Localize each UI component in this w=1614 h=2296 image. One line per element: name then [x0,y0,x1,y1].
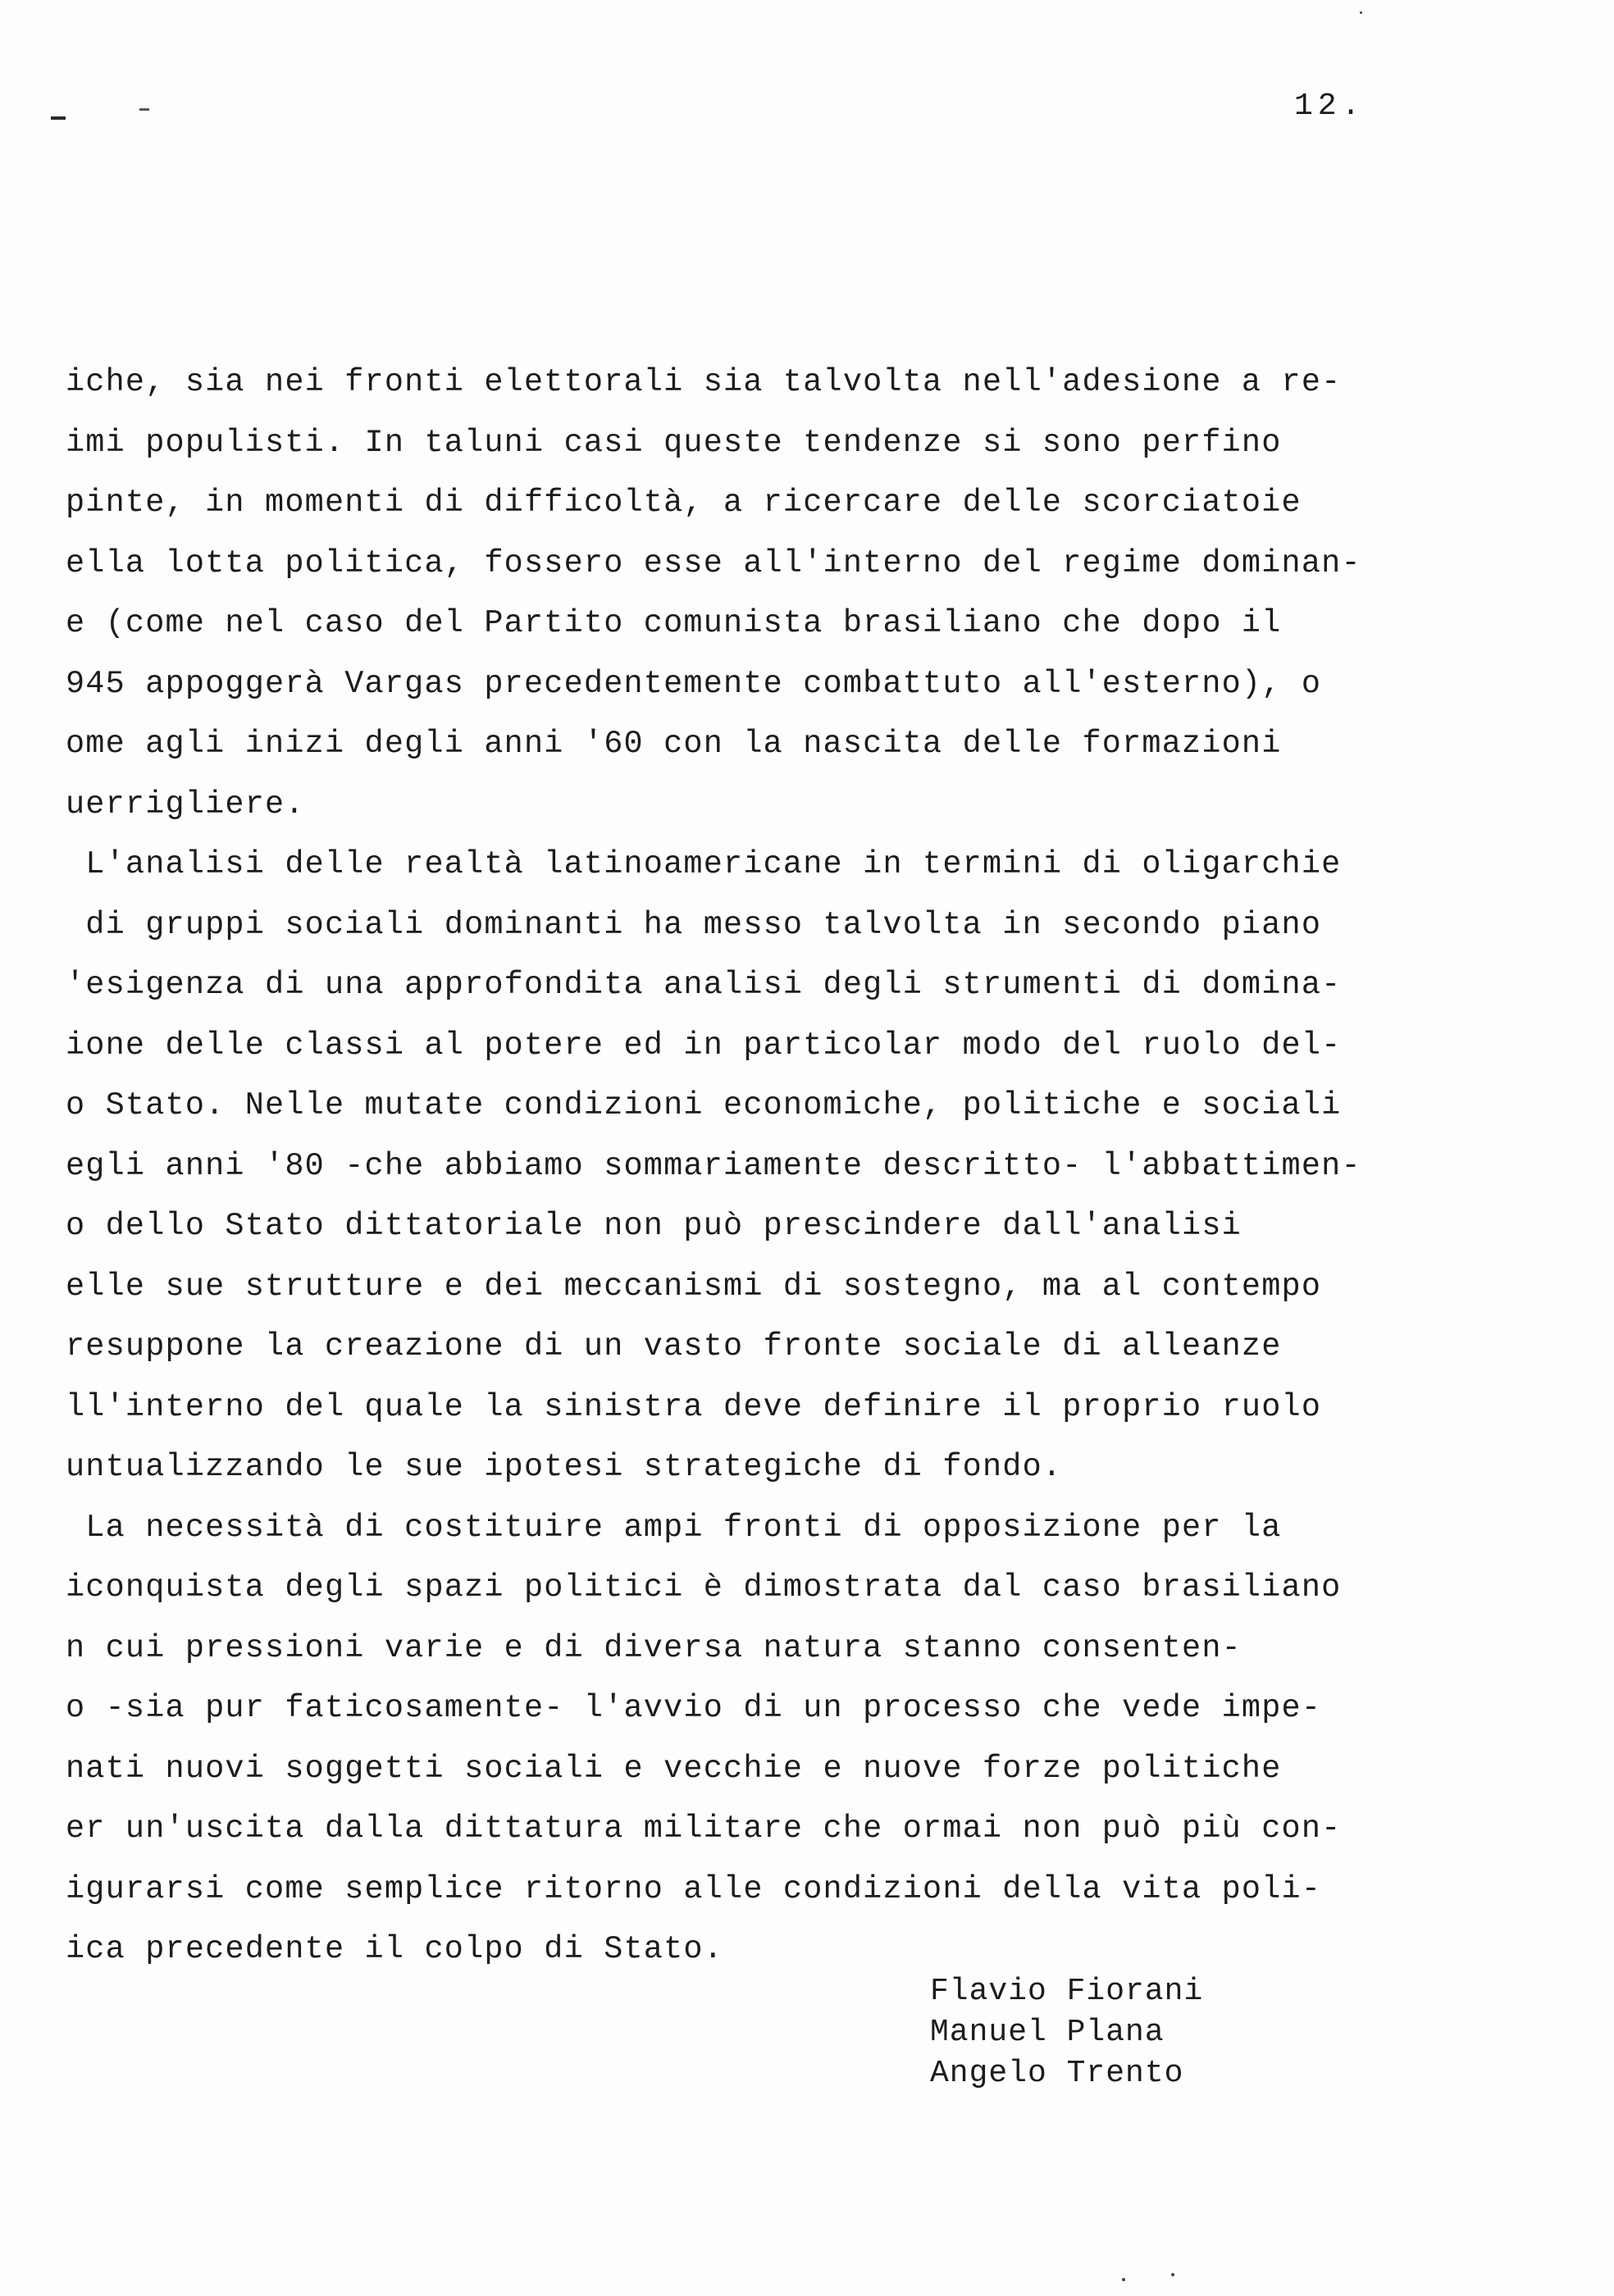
text-line: iconquista degli spazi politici è dimostrata dal caso brasiliano [66,1569,1342,1606]
text-line: egli anni '80 -che abbiamo sommariamente descritto- l'abbattimen- [66,1147,1361,1184]
text-line: imi populisti. In taluni casi queste tendenze si sono perfino [66,424,1282,461]
text-line: 945 appoggerà Vargas precedentemente combattuto all'esterno), o [66,665,1322,702]
text-line: elle sue strutture e dei meccanismi di sostegno, ma al contempo [66,1268,1322,1305]
text-line: untualizzando le sue ipotesi strategiche di fondo. [66,1449,1063,1485]
text-line: nati nuovi soggetti sociali e vecchie e nuove forze politiche [66,1750,1282,1787]
author-name: Angelo Trento [930,2056,1184,2091]
text-line: ica precedente il colpo di Stato. [66,1931,724,1967]
margin-mark [51,116,66,120]
text-line: di gruppi sociali dominanti ha messo talvolta in secondo piano [66,906,1322,943]
text-line: ome agli inizi degli anni '60 con la nascita delle formazioni [66,726,1282,762]
text-line: igurarsi come semplice ritorno alle condizioni della vita poli- [66,1870,1322,1907]
text-line: resuppone la creazione di un vasto fronte sociale di alleanze [66,1328,1282,1364]
text-line: uerrigliere. [66,786,305,822]
scan-speck [1360,11,1362,14]
text-line: ll'interno del quale la sinistra deve definire il proprio ruolo [66,1388,1322,1425]
page-number: 12. [1294,89,1366,124]
text-line: iche, sia nei fronti elettorali sia talvolta nell'adesione a re- [66,364,1342,400]
text-line: o Stato. Nelle mutate condizioni economiche, politiche e sociali [66,1087,1342,1123]
author-name: Flavio Fiorani [930,1974,1204,2009]
text-line: pinte, in momenti di difficoltà, a ricercare delle scorciatoie [66,485,1302,521]
text-line: ella lotta politica, fossero esse all'interno del regime dominan- [66,544,1361,581]
scan-speck [1122,2278,1125,2281]
text-line: n cui pressioni varie e di diversa natura stanno consenten- [66,1629,1242,1666]
text-line: o -sia pur faticosamente- l'avvio di un processo che vede impe- [66,1690,1322,1726]
text-line: e (come nel caso del Partito comunista brasiliano che dopo il [66,605,1282,641]
text-line: 'esigenza di una approfondita analisi degli strumenti di domina- [66,967,1342,1003]
text-line: ione delle classi al potere ed in particolar modo del ruolo del- [66,1027,1342,1064]
text-line: La necessità di costituire ampi fronti di opposizione per la [66,1509,1282,1546]
text-line: er un'uscita dalla dittatura militare che ormai non può più con- [66,1811,1342,1847]
text-line: o dello Stato dittatoriale non può prescindere dall'analisi [66,1208,1242,1244]
text-line: L'analisi delle realtà latinoamericane in termini di oligarchie [66,846,1342,882]
signature-block [930,1971,1203,2094]
margin-mark [139,108,149,111]
body-text [66,353,1460,1980]
scan-speck [1171,2273,1174,2276]
author-name: Manuel Plana [930,2015,1165,2050]
